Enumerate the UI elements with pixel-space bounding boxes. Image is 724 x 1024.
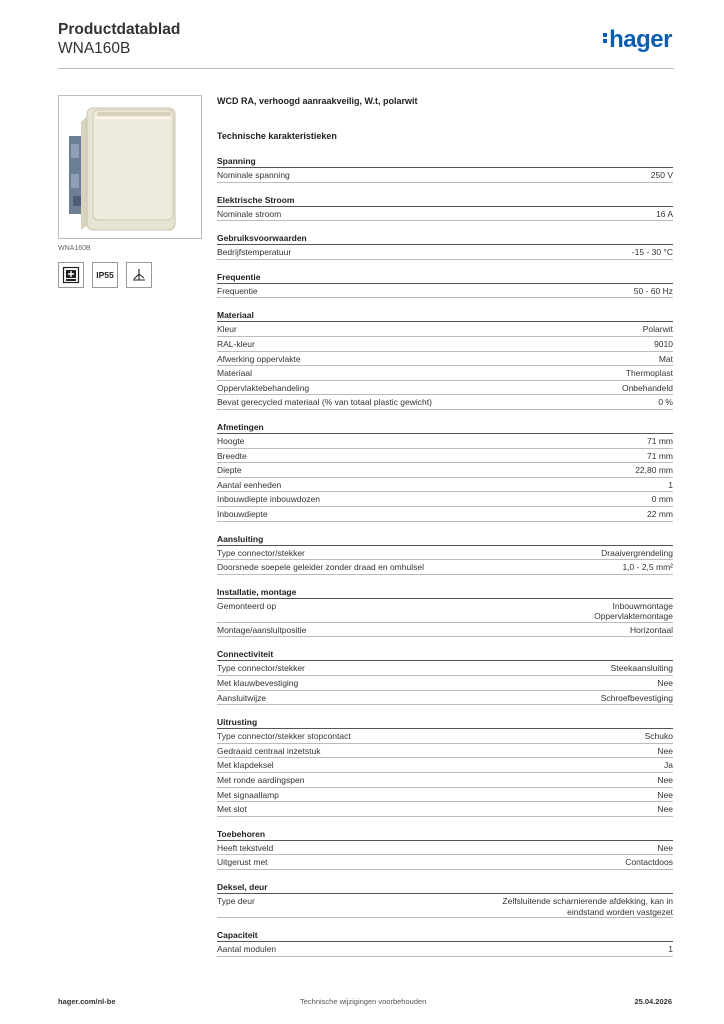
spec-label: Aansluitwijze [217,692,267,703]
spec-label: Hoogte [217,435,245,446]
spec-group-title: Gebruiksvoorwaarden [217,233,673,245]
footer-disclaimer: Technische wijzigingen voorbehouden [300,997,427,1006]
spec-group [217,930,673,957]
spec-label: Met ronde aardingspen [217,775,305,786]
spec-label: Gemonteerd op [217,600,277,611]
spec-row [217,322,673,337]
spec-row [217,207,673,222]
product-code: WNA160B [58,40,131,57]
spec-row [217,434,673,449]
document-title: Productdatablad [58,21,181,38]
hager-logo [603,26,672,54]
spec-value: 1,0 - 2,5 mm² [622,562,673,573]
spec-group [217,195,673,222]
spec-row [217,599,673,623]
spec-row [217,773,673,788]
spec-row [217,802,673,817]
spec-label: Met klauwbevestiging [217,678,299,689]
spec-row [217,729,673,744]
spec-row [217,855,673,870]
spec-group [217,156,673,183]
spec-group-title: Installatie, montage [217,587,673,599]
spec-value: Horizontaal [630,624,673,635]
spec-value: 250 V [650,170,673,180]
spec-row [217,395,673,410]
spec-group-title: Uitrusting [217,717,673,729]
spec-value: 50 - 60 Hz [633,285,673,296]
spec-row [217,744,673,759]
spec-group [217,534,673,575]
spec-group [217,649,673,705]
spec-value: Zelfsluitende scharnierende afdekking, kan in eindstand worden vastgezet [502,896,673,917]
spec-label: Nominale stroom [217,208,282,219]
spec-label: Afwerking oppervlakte [217,353,301,364]
spec-row [217,352,673,367]
spec-label: RAL-kleur [217,338,255,349]
logo-dots-icon [603,31,607,45]
spec-group-title: Deksel, deur [217,882,673,894]
spec-label: Type connector/stekker stopcontact [217,731,351,742]
spec-label: Kleur [217,324,237,335]
logo-text: hager [609,26,672,53]
spec-label: Oppervlaktebehandeling [217,382,310,393]
class-two-insulation-icon [58,262,84,288]
spec-label: Inbouwdiepte [217,508,268,519]
spec-group-title: Afmetingen [217,422,673,434]
spec-value: Steekaansluiting [610,663,673,674]
spec-value: Onbehandeld [621,382,673,393]
spec-value: Polarwit [642,324,673,335]
spec-value: Schroefbevestiging [600,692,673,703]
spec-group-title: Materiaal [217,310,673,322]
spec-value: 9010 [654,338,673,349]
image-caption: WNA160B [58,245,91,252]
spec-value: 0 mm [651,494,673,505]
spec-value: 0 % [658,397,673,408]
spec-label: Montage/aansluitpositie [217,624,307,635]
spec-value: Draaivergrendeling [601,547,673,558]
spec-value: 71 mm [647,450,673,461]
spec-row [217,546,673,561]
spec-label: Bevat gerecycled materiaal (% van totaal plastic gewicht) [217,397,432,408]
spec-value: -15 - 30 °C [631,247,673,258]
ip-rating-icon [92,262,118,288]
spec-row [217,449,673,464]
spec-label: Materiaal [217,368,252,379]
spec-label: Met signaallamp [217,789,279,800]
spec-label: Breedte [217,450,247,461]
spec-label: Nominale spanning [217,170,290,180]
spec-group-title: Aansluiting [217,534,673,546]
spec-value: 22 mm [647,508,673,519]
spec-value: Nee [657,789,673,800]
spec-group [217,310,673,410]
spec-row [217,691,673,706]
spec-value: 71 mm [647,435,673,446]
ip-rating-label: IP55 [96,270,114,280]
spec-value: 1 [668,479,673,490]
section-heading: Technische karakteristieken [217,131,337,141]
spec-row [217,623,673,638]
spec-value: Mat [658,353,673,364]
spec-label: Gedraaid centraal inzetstuk [217,745,321,756]
spec-value: Nee [657,842,673,853]
spec-row [217,337,673,352]
weatherproof-symbol-icon [126,262,152,288]
spec-label: Met slot [217,804,247,815]
spec-row [217,284,673,299]
spec-row [217,560,673,575]
spec-group [217,422,673,522]
spec-group-title: Connectiviteit [217,649,673,661]
product-title: WCD RA, verhoogd aanraakveilig, W.t, polarwit [217,96,418,106]
spec-group [217,233,673,260]
spec-value: Thermoplast [625,368,673,379]
spec-group-title: Frequentie [217,272,673,284]
spec-value: Ja [664,760,673,771]
spec-row [217,788,673,803]
spec-content [217,96,673,957]
spec-value: 22,80 mm [635,465,673,476]
spec-label: Aantal eenheden [217,479,282,490]
spec-groups [217,156,673,957]
spec-value: Contactdoos [625,857,673,868]
page-header [58,20,674,68]
spec-row [217,894,673,918]
spec-label: Aantal modulen [217,944,277,955]
footer-website: hager.com/nl-be [58,997,116,1006]
spec-row [217,366,673,381]
spec-row [217,492,673,507]
spec-row [217,507,673,522]
spec-row [217,463,673,478]
spec-row [217,478,673,493]
spec-row [217,841,673,856]
spec-group [217,587,673,638]
spec-group [217,717,673,817]
spec-row [217,381,673,396]
spec-row [217,168,673,183]
spec-value: Inbouwmontage Oppervlaktemontage [594,600,673,622]
spec-label: Met klapdeksel [217,760,274,771]
certification-icons [58,262,152,288]
spec-group-title: Capaciteit [217,930,673,942]
spec-row [217,661,673,676]
spec-row [217,676,673,691]
spec-label: Frequentie [217,285,258,296]
spec-label: Uitgerust met [217,857,268,868]
spec-row [217,942,673,957]
spec-value: 16 A [655,208,673,219]
spec-value: Nee [657,745,673,756]
spec-value: Nee [657,678,673,689]
spec-row [217,758,673,773]
product-image [58,95,202,239]
spec-group-title: Spanning [217,156,673,168]
spec-group [217,829,673,870]
spec-group-title: Toebehoren [217,829,673,841]
header-divider [58,68,674,69]
spec-value: Schuko [644,731,673,742]
spec-value: Nee [657,775,673,786]
spec-group-title: Elektrische Stroom [217,195,673,207]
spec-group [217,882,673,918]
spec-label: Doorsnede soepele geleider zonder draad en omhulsel [217,562,424,573]
spec-label: Diepte [217,465,242,476]
spec-label: Inbouwdiepte inbouwdozen [217,494,321,505]
spec-label: Bedrijfstemperatuur [217,247,292,258]
spec-label: Type connector/stekker [217,663,305,674]
spec-label: Heeft tekstveld [217,842,274,853]
spec-row [217,245,673,260]
spec-value: Nee [657,804,673,815]
spec-group [217,272,673,299]
spec-value: 1 [668,944,673,955]
spec-label: Type connector/stekker [217,547,305,558]
spec-label: Type deur [217,896,255,906]
footer-date: 25.04.2026 [634,997,672,1006]
